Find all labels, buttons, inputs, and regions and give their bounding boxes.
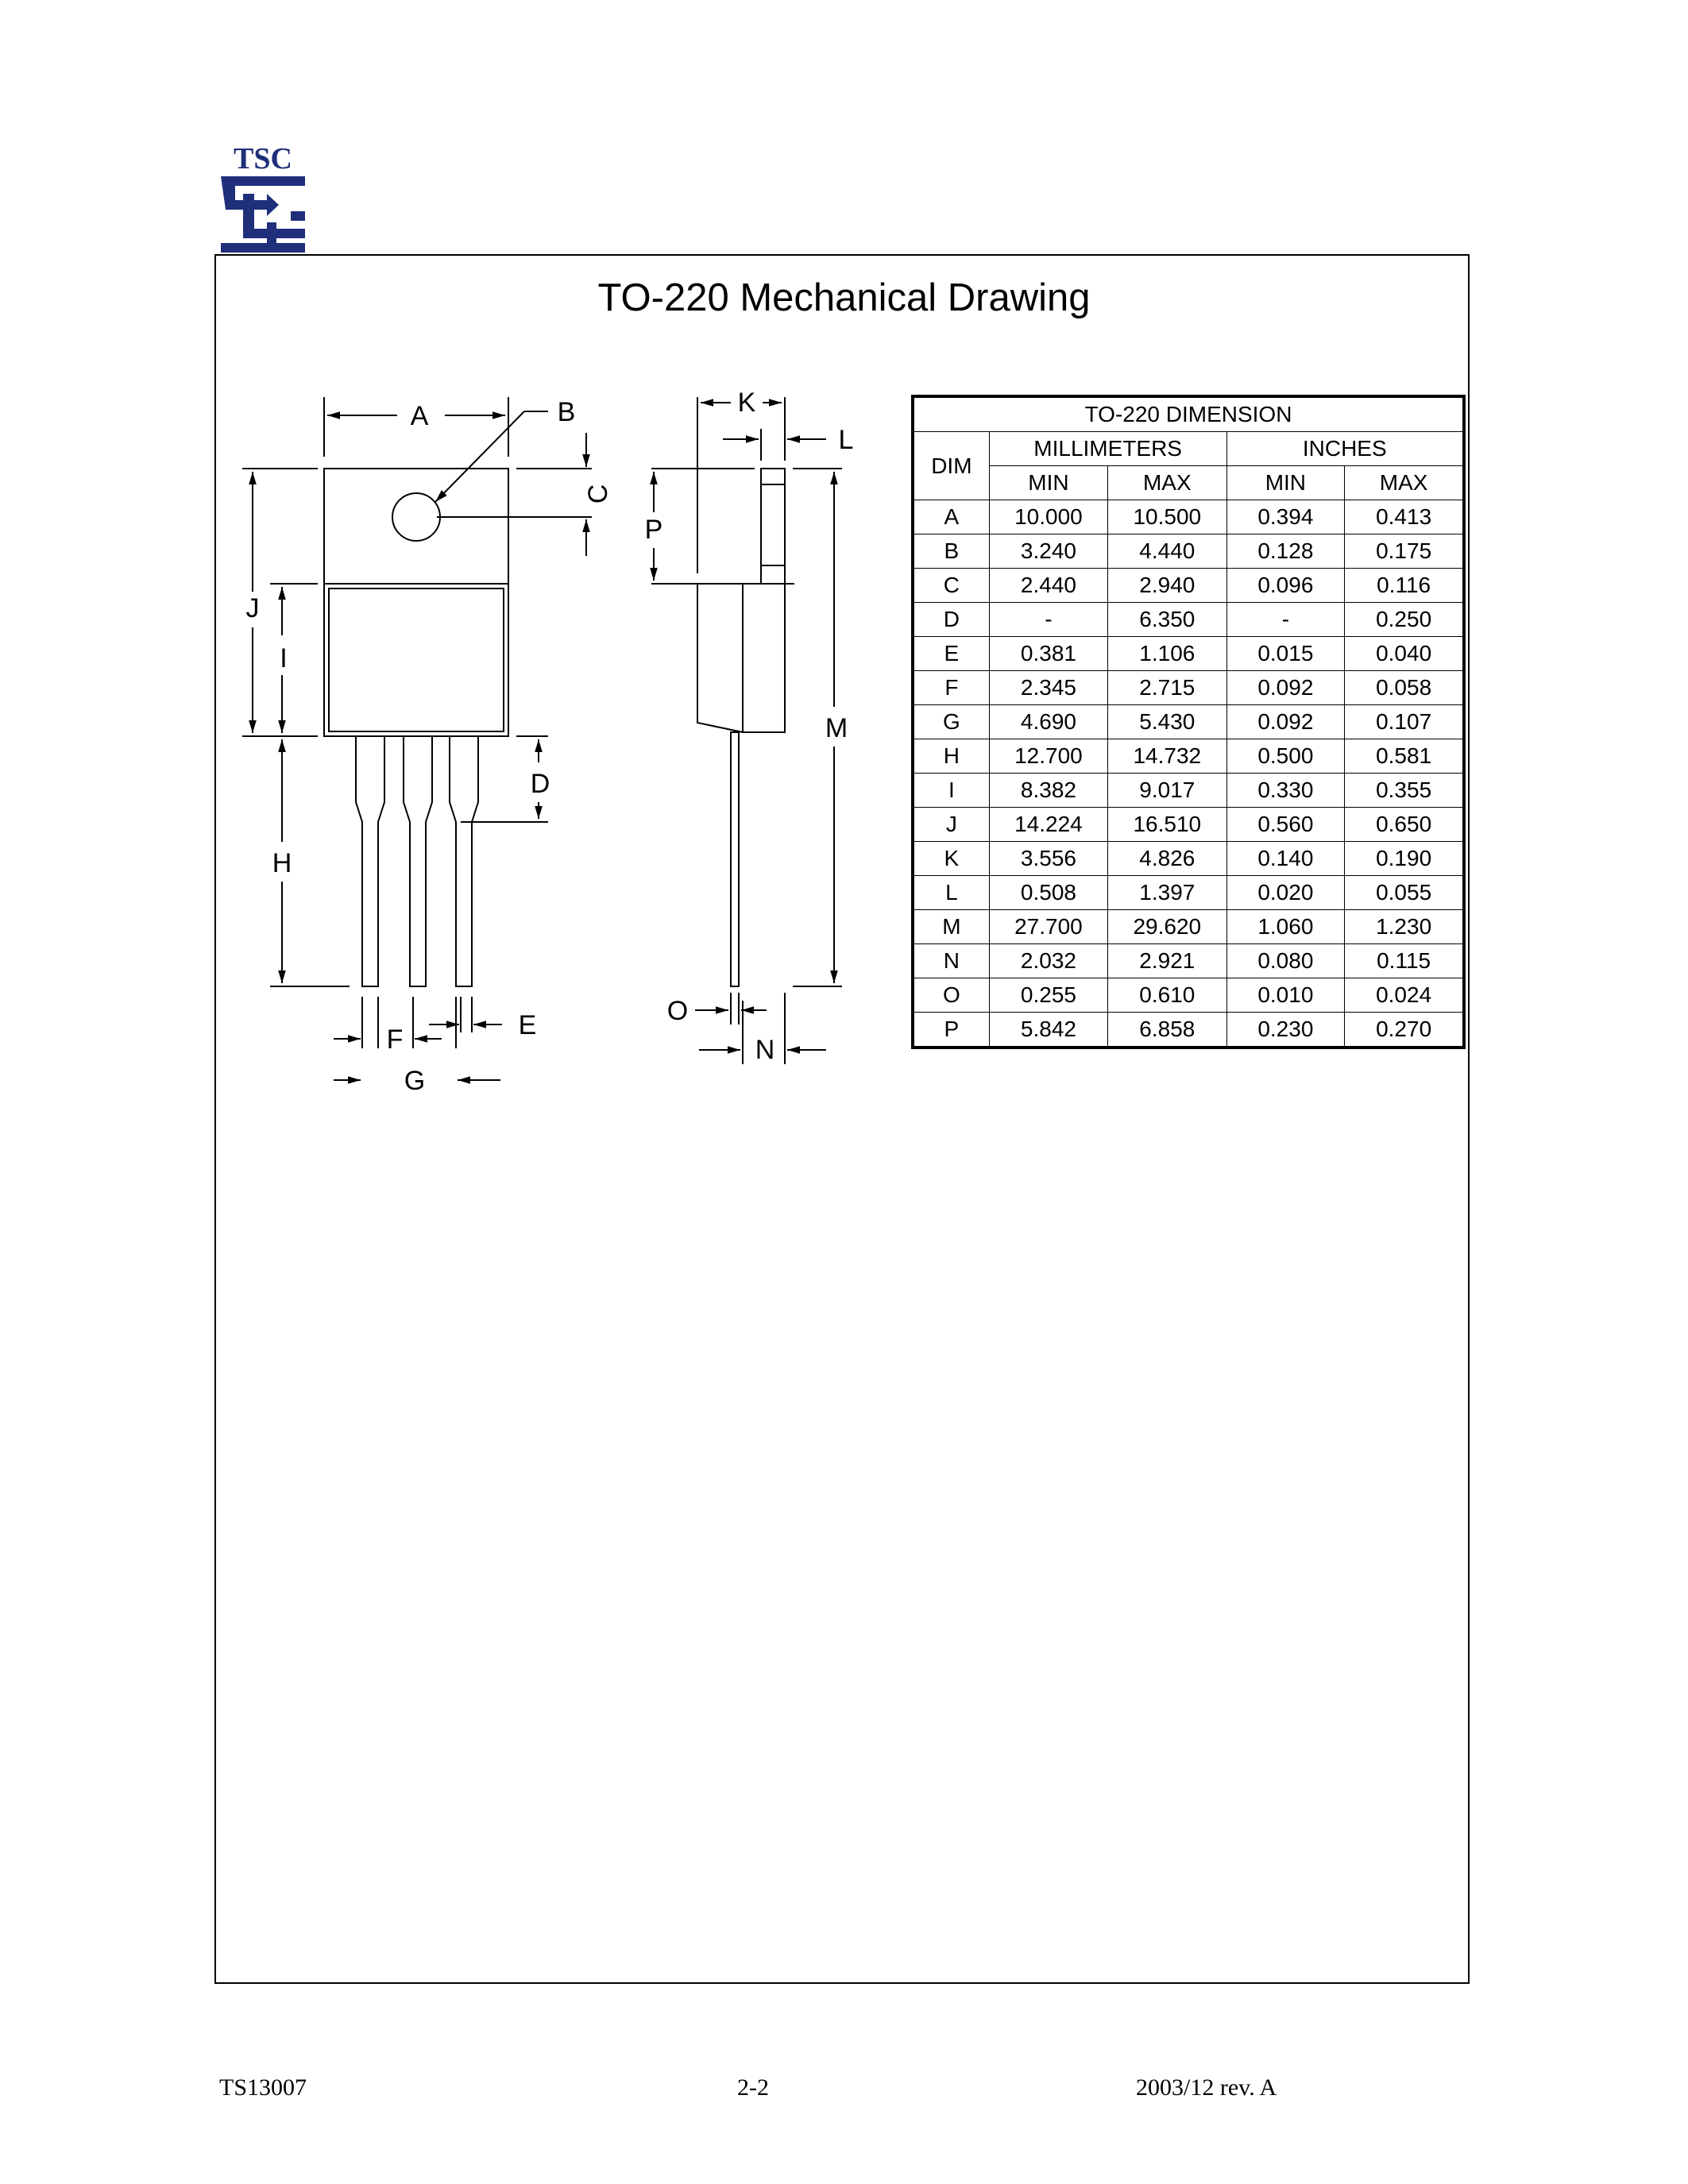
- value-cell: 0.190: [1345, 842, 1464, 876]
- value-cell: 0.040: [1345, 637, 1464, 671]
- label-j: J: [245, 593, 260, 623]
- value-cell: 1.230: [1345, 910, 1464, 944]
- table-row: [913, 637, 1464, 671]
- value-cell: 3.556: [989, 842, 1107, 876]
- value-cell: 0.140: [1226, 842, 1345, 876]
- dim-cell: C: [913, 569, 989, 603]
- dim-cell: I: [913, 774, 989, 808]
- value-cell: 16.510: [1108, 808, 1226, 842]
- in-max-header: MAX: [1345, 466, 1464, 500]
- table-row: [913, 739, 1464, 774]
- label-m: M: [825, 713, 848, 743]
- value-cell: 0.330: [1226, 774, 1345, 808]
- value-cell: 0.610: [1108, 978, 1226, 1013]
- value-cell: 29.620: [1108, 910, 1226, 944]
- label-f: F: [386, 1024, 404, 1055]
- value-cell: 14.732: [1108, 739, 1226, 774]
- label-k: K: [737, 388, 756, 418]
- dim-cell: D: [913, 603, 989, 637]
- dim-cell: O: [913, 978, 989, 1013]
- table-row: [913, 603, 1464, 637]
- value-cell: -: [989, 603, 1107, 637]
- label-c: C: [583, 484, 613, 504]
- value-cell: 14.224: [989, 808, 1107, 842]
- value-cell: 0.092: [1226, 671, 1345, 705]
- dim-cell: B: [913, 534, 989, 569]
- dim-cell: A: [913, 500, 989, 534]
- value-cell: 8.382: [989, 774, 1107, 808]
- table-row: [913, 534, 1464, 569]
- value-cell: 10.000: [989, 500, 1107, 534]
- side-lead: [731, 732, 739, 986]
- front-tab: [324, 469, 508, 584]
- table-row: [913, 1013, 1464, 1048]
- table-row: [913, 808, 1464, 842]
- label-h: H: [272, 848, 292, 878]
- footer-part-number: TS13007: [219, 2074, 307, 2101]
- value-cell: 0.115: [1345, 944, 1464, 978]
- dim-cell: P: [913, 1013, 989, 1048]
- value-cell: 6.350: [1108, 603, 1226, 637]
- value-cell: 2.921: [1108, 944, 1226, 978]
- value-cell: 4.826: [1108, 842, 1226, 876]
- dim-cell: K: [913, 842, 989, 876]
- value-cell: 2.715: [1108, 671, 1226, 705]
- value-cell: 2.345: [989, 671, 1107, 705]
- value-cell: 0.128: [1226, 534, 1345, 569]
- value-cell: 0.080: [1226, 944, 1345, 978]
- value-cell: 1.106: [1108, 637, 1226, 671]
- value-cell: 0.175: [1345, 534, 1464, 569]
- value-cell: 2.032: [989, 944, 1107, 978]
- value-cell: 27.700: [989, 910, 1107, 944]
- dim-cell: J: [913, 808, 989, 842]
- value-cell: 10.500: [1108, 500, 1226, 534]
- dim-cell: M: [913, 910, 989, 944]
- value-cell: 1.397: [1108, 876, 1226, 910]
- table-row: [913, 671, 1464, 705]
- table-row: [913, 944, 1464, 978]
- mounting-hole: [392, 493, 440, 541]
- label-p: P: [644, 515, 663, 545]
- label-a: A: [410, 401, 429, 431]
- value-cell: 1.060: [1226, 910, 1345, 944]
- value-cell: 0.413: [1345, 500, 1464, 534]
- value-cell: 5.430: [1108, 705, 1226, 739]
- value-cell: 0.015: [1226, 637, 1345, 671]
- value-cell: 4.440: [1108, 534, 1226, 569]
- front-body: [324, 584, 508, 736]
- table-row: [913, 500, 1464, 534]
- logo-text: TSC: [234, 145, 292, 176]
- in-min-header: MIN: [1226, 466, 1345, 500]
- table-body: [913, 500, 1464, 1048]
- value-cell: 9.017: [1108, 774, 1226, 808]
- value-cell: 3.240: [989, 534, 1107, 569]
- value-cell: -: [1226, 603, 1345, 637]
- footer-revision: 2003/12 rev. A: [1136, 2074, 1277, 2101]
- table-row: [913, 842, 1464, 876]
- value-cell: 0.500: [1226, 739, 1345, 774]
- side-tab: [761, 469, 785, 584]
- table-row: [913, 774, 1464, 808]
- value-cell: 0.581: [1345, 739, 1464, 774]
- label-o: O: [666, 996, 689, 1026]
- value-cell: 0.092: [1226, 705, 1345, 739]
- in-header: INCHES: [1226, 432, 1464, 466]
- value-cell: 2.940: [1108, 569, 1226, 603]
- value-cell: 0.394: [1226, 500, 1345, 534]
- label-d: D: [530, 769, 550, 799]
- value-cell: 12.700: [989, 739, 1107, 774]
- value-cell: 0.020: [1226, 876, 1345, 910]
- value-cell: 0.508: [989, 876, 1107, 910]
- dim-cell: L: [913, 876, 989, 910]
- footer-page: 2-2: [737, 2074, 769, 2101]
- dim-cell: F: [913, 671, 989, 705]
- mm-header: MILLIMETERS: [989, 432, 1226, 466]
- mm-min-header: MIN: [989, 466, 1107, 500]
- value-cell: 0.255: [989, 978, 1107, 1013]
- dim-header: DIM: [913, 432, 989, 500]
- dimension-table: [911, 395, 1466, 1049]
- lead-2: [404, 736, 432, 986]
- label-g: G: [404, 1066, 426, 1096]
- value-cell: 0.381: [989, 637, 1107, 671]
- value-cell: 0.270: [1345, 1013, 1464, 1048]
- value-cell: 5.842: [989, 1013, 1107, 1048]
- label-i: I: [280, 643, 288, 673]
- dim-cell: N: [913, 944, 989, 978]
- table-title: TO-220 DIMENSION: [913, 396, 1464, 432]
- value-cell: 0.055: [1345, 876, 1464, 910]
- dim-cell: G: [913, 705, 989, 739]
- table-row: [913, 876, 1464, 910]
- value-cell: 2.440: [989, 569, 1107, 603]
- lead-1: [356, 736, 384, 986]
- dim-cell: H: [913, 739, 989, 774]
- value-cell: 0.230: [1226, 1013, 1345, 1048]
- table-row: [913, 569, 1464, 603]
- value-cell: 0.355: [1345, 774, 1464, 808]
- value-cell: 0.010: [1226, 978, 1345, 1013]
- value-cell: 0.250: [1345, 603, 1464, 637]
- value-cell: 6.858: [1108, 1013, 1226, 1048]
- dim-cell: E: [913, 637, 989, 671]
- mm-max-header: MAX: [1108, 466, 1226, 500]
- value-cell: 0.116: [1345, 569, 1464, 603]
- value-cell: 0.107: [1345, 705, 1464, 739]
- value-cell: 0.024: [1345, 978, 1464, 1013]
- value-cell: 0.650: [1345, 808, 1464, 842]
- value-cell: 0.096: [1226, 569, 1345, 603]
- page-title: TO-220 Mechanical Drawing: [597, 276, 1091, 319]
- table-row: [913, 705, 1464, 739]
- label-l: L: [838, 425, 854, 455]
- table-row: [913, 910, 1464, 944]
- lead-3: [450, 736, 478, 986]
- value-cell: 4.690: [989, 705, 1107, 739]
- label-n: N: [755, 1035, 775, 1065]
- table-row: [913, 978, 1464, 1013]
- value-cell: 0.058: [1345, 671, 1464, 705]
- side-body: [697, 584, 785, 732]
- label-e: E: [518, 1010, 537, 1040]
- value-cell: 0.560: [1226, 808, 1345, 842]
- label-b: B: [557, 397, 576, 427]
